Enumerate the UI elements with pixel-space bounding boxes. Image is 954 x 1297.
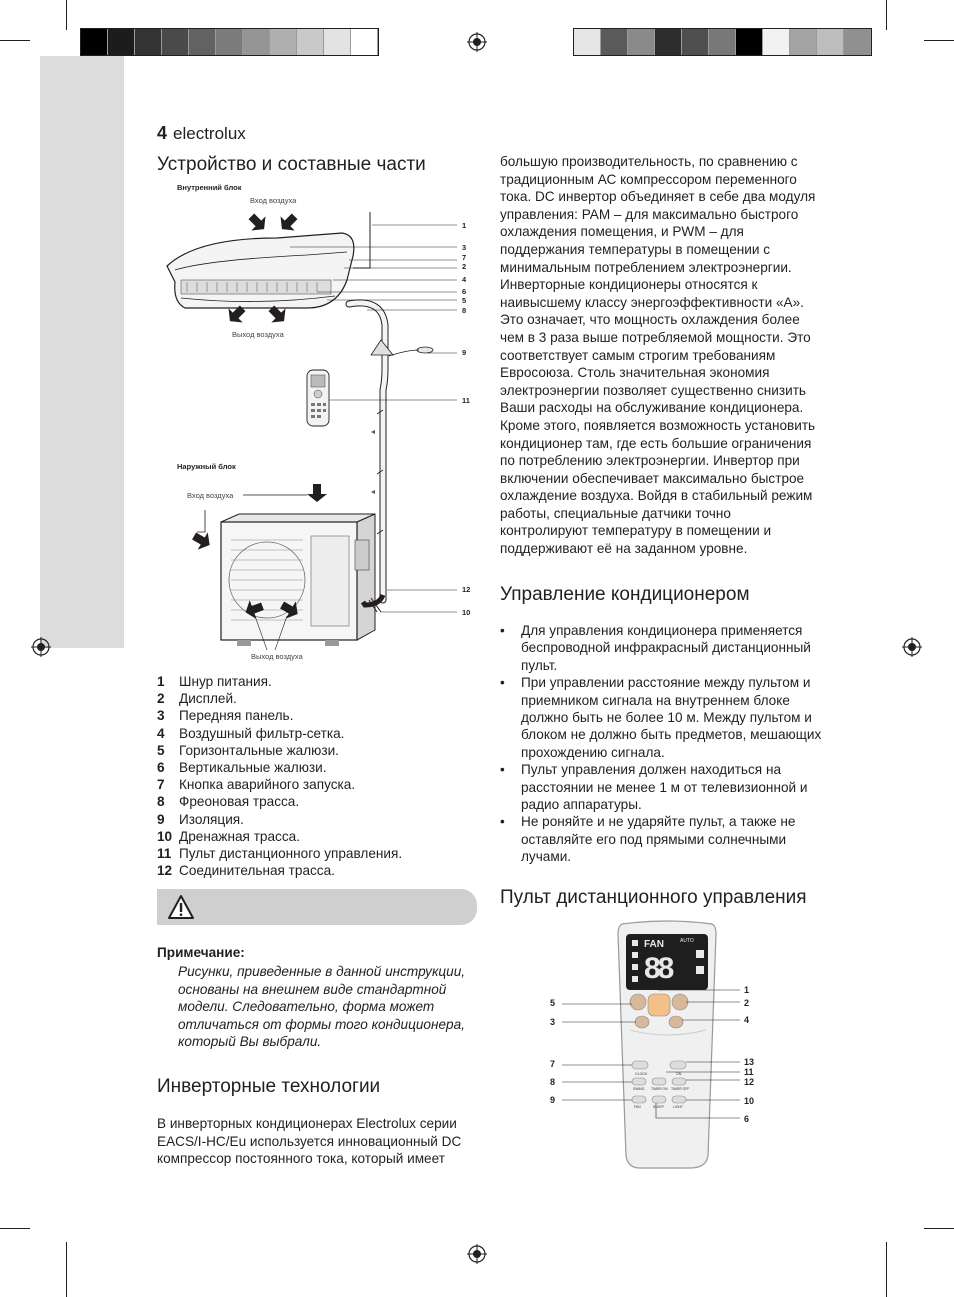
list-item: 12 Соединительная трасса.: [157, 863, 335, 879]
svg-text:TIMER ON: TIMER ON: [651, 1087, 668, 1091]
crop-mark: [66, 1242, 67, 1297]
light-button[interactable]: [672, 1096, 686, 1103]
color-swatch: [601, 29, 628, 55]
svg-text:FAN: FAN: [634, 1105, 641, 1109]
callout-label: 3: [550, 1017, 556, 1027]
air-out-top-label: Выход воздуха: [232, 330, 284, 339]
warning-triangle-icon: [167, 894, 195, 920]
parts-list: [157, 673, 487, 879]
mode-button[interactable]: [630, 994, 646, 1010]
crop-mark: [924, 40, 954, 41]
color-swatch: [763, 29, 790, 55]
section-title-remote: Пульт дистанционного управления: [500, 887, 807, 908]
list-item: 2 Дисплей.: [157, 691, 237, 707]
note-title: Примечание:: [157, 945, 245, 960]
temp-down-button[interactable]: [635, 1016, 649, 1028]
svg-text:1: 1: [462, 221, 467, 230]
power-button[interactable]: [648, 994, 670, 1016]
list-item: 7 Кнопка аварийного запуска.: [157, 777, 356, 793]
callout-label: 1: [744, 985, 750, 995]
control-bullets: [500, 622, 822, 866]
callout-label: 8: [550, 1077, 556, 1087]
air-out-bottom-label: Выход воздуха: [251, 652, 303, 661]
diagram-callouts: [462, 221, 470, 617]
list-item: 1 Шнур питания.: [157, 674, 272, 689]
display-auto-label: AUTO: [680, 938, 694, 944]
svg-text:ON: ON: [676, 1072, 682, 1076]
list-item: • При управлении расстояние между пультом и приемником сигнала на внутреннем блоке должно быть не более 10 м. Между пультом и блоком не должно быть предметов, мешающих прохождению сигнала.: [500, 674, 822, 761]
registration-mark-icon: [31, 637, 51, 657]
temp-up-button[interactable]: [669, 1016, 683, 1028]
color-swatch: [270, 29, 297, 55]
color-swatch: [189, 29, 216, 55]
color-calibration-strip-right: [573, 28, 872, 56]
svg-text:LIGHT: LIGHT: [673, 1105, 683, 1109]
color-calibration-strip-left: [80, 28, 379, 56]
color-swatch: [108, 29, 135, 55]
color-swatch: [736, 29, 763, 55]
color-swatch: [135, 29, 162, 55]
svg-text:CLOCK: CLOCK: [635, 1072, 648, 1076]
svg-text:2: 2: [462, 262, 467, 271]
svg-text:SWING: SWING: [633, 1087, 645, 1091]
color-swatch: [297, 29, 324, 55]
warning-bar: [157, 889, 477, 925]
page-number: 4: [157, 123, 168, 143]
sleep-button[interactable]: [652, 1096, 666, 1103]
color-swatch: [162, 29, 189, 55]
clock-button[interactable]: [632, 1061, 648, 1069]
outdoor-unit-label: Наружный блок: [177, 462, 236, 471]
svg-text:12: 12: [462, 585, 471, 594]
svg-text:4: 4: [462, 275, 467, 284]
list-item: 10 Дренажная трасса.: [157, 828, 300, 844]
list-item: 8 Фреоновая трасса.: [157, 794, 300, 810]
air-in-arrow-icon: [307, 484, 327, 502]
callout-label: 6: [744, 1114, 750, 1124]
svg-text:11: 11: [462, 396, 470, 405]
crop-mark: [886, 1242, 887, 1297]
crop-mark: [0, 1228, 30, 1229]
color-swatch: [324, 29, 351, 55]
timer-off-button[interactable]: [672, 1078, 686, 1085]
callout-label: 13: [744, 1057, 755, 1067]
section-title-control: Управление кондиционером: [500, 584, 750, 605]
callout-label: 9: [550, 1095, 556, 1105]
air-conditioner-diagram: [157, 180, 477, 665]
inverter-description-text: большую производительность, по сравнению с традиционным АС компрессором переменного тока. DC инвертор объединяет в себе два модуля управления: PAM – для максимально быстрого охлаждения помещения, и PWM – для поддержания температуры в помещении с минимальным потреблением электроэнергии. Инверторные кондиционеры относятся к наивысшему классу энергоэффективности «А». Это означает, что мощность охлаждения более чем в 3 раза выше потребляемой мощности. Это соответствует самым строгим требованиям Евросоюза. Столь значительная экономия электроэнергии позволяет существенно снизить Ваши расходы на обслуживание кондиционера. Кроме этого, появляется возможность установить кондиционер там, где есть большие ограничения по потреблению электроэнергии. Инвертор при включении обеспечивает максимально быстрое охлаждение воздуха. Войдя в стабильный режим работы, специальные датчики точно контролируют температуру в помещении и поддерживают её на заданном уровне.: [500, 154, 816, 557]
crop-mark: [924, 1228, 954, 1229]
air-in-arrow-icon: [275, 209, 302, 236]
callout-label: 7: [550, 1059, 556, 1069]
fan-speed-button[interactable]: [632, 1096, 646, 1103]
brand-name: electrolux: [173, 124, 246, 143]
timer-on-button[interactable]: [652, 1078, 666, 1085]
color-swatch: [844, 29, 871, 55]
color-swatch: [243, 29, 270, 55]
air-in-bottom-label: Вход воздуха: [187, 491, 234, 500]
svg-text:9: 9: [462, 348, 467, 357]
svg-text:10: 10: [462, 608, 471, 617]
registration-mark-icon: [467, 32, 487, 52]
color-swatch: [574, 29, 601, 55]
callout-label: 5: [550, 998, 556, 1008]
list-item: 11 Пульт дистанционного управления.: [157, 846, 403, 862]
crop-mark: [0, 40, 30, 41]
color-swatch: [628, 29, 655, 55]
svg-text:5: 5: [462, 296, 467, 305]
section-title-components: Устройство и составные части: [157, 154, 426, 175]
crop-mark: [886, 0, 887, 30]
indoor-unit-label: Внутренний блок: [177, 183, 242, 192]
callout-label: 2: [744, 998, 750, 1008]
air-in-arrow-icon: [244, 209, 271, 236]
note-text: Рисунки, приведенные в данной инструкции, основаны на внешнем виде стандартной модели. Следовательно, форма может отличаться от формы того кондиционера, который Вы выбрали.: [178, 964, 466, 1050]
crop-mark: [66, 0, 67, 30]
callout-label: 11: [744, 1067, 754, 1077]
list-item: • Пульт управления должен находиться на расстоянии не менее 1 м от телевизионной и радио аппаратуры.: [500, 761, 822, 813]
remote-control-diagram: [540, 920, 770, 1170]
swing-button[interactable]: [632, 1078, 646, 1085]
page-sidebar-band: [40, 56, 124, 648]
svg-text:SLEEP: SLEEP: [653, 1105, 664, 1109]
color-swatch: [81, 29, 108, 55]
display-digits: 88: [644, 952, 672, 985]
color-swatch: [216, 29, 243, 55]
inverter-intro-text: В инверторных кондиционерах Electrolux серии EACS/I-HC/Eu используется инновационный DC компрессор постоянного тока, который имеет: [157, 1116, 462, 1167]
svg-text:7: 7: [462, 253, 467, 262]
list-item: 9 Изоляция.: [157, 811, 244, 827]
svg-text:8: 8: [462, 306, 467, 315]
svg-text:TIMER OFF: TIMER OFF: [671, 1087, 690, 1091]
page-header: [157, 123, 246, 144]
svg-text:3: 3: [462, 243, 467, 252]
list-item: 6 Вертикальные жалюзи.: [157, 760, 327, 776]
callout-label: 12: [744, 1077, 755, 1087]
list-item: • Не роняйте и не ударяйте пульт, а также не оставляйте его под прямыми солнечными лучами.: [500, 813, 822, 865]
list-item: 5 Горизонтальные жалюзи.: [157, 742, 339, 758]
color-swatch: [790, 29, 817, 55]
svg-text:6: 6: [462, 287, 467, 296]
section-title-inverter: Инверторные технологии: [157, 1076, 381, 1097]
color-swatch: [682, 29, 709, 55]
list-item: 3 Передняя панель.: [157, 708, 294, 724]
color-swatch: [655, 29, 682, 55]
callout-label: 10: [744, 1096, 755, 1106]
on-button[interactable]: [670, 1061, 686, 1069]
color-swatch: [817, 29, 844, 55]
registration-mark-icon: [467, 1244, 487, 1264]
color-swatch: [709, 29, 736, 55]
callout-label: 4: [744, 1015, 750, 1025]
color-swatch: [351, 29, 378, 55]
display-fan-label: FAN: [644, 939, 664, 950]
list-item: • Для управления кондиционера применяется беспроводной инфракрасный дистанционный пульт.: [500, 622, 822, 674]
air-in-arrow-icon: [189, 527, 215, 553]
air-in-top-label: Вход воздуха: [250, 196, 297, 205]
list-item: 4 Воздушный фильтр-сетка.: [157, 725, 345, 741]
fan-button[interactable]: [672, 994, 688, 1010]
registration-mark-icon: [902, 637, 922, 657]
